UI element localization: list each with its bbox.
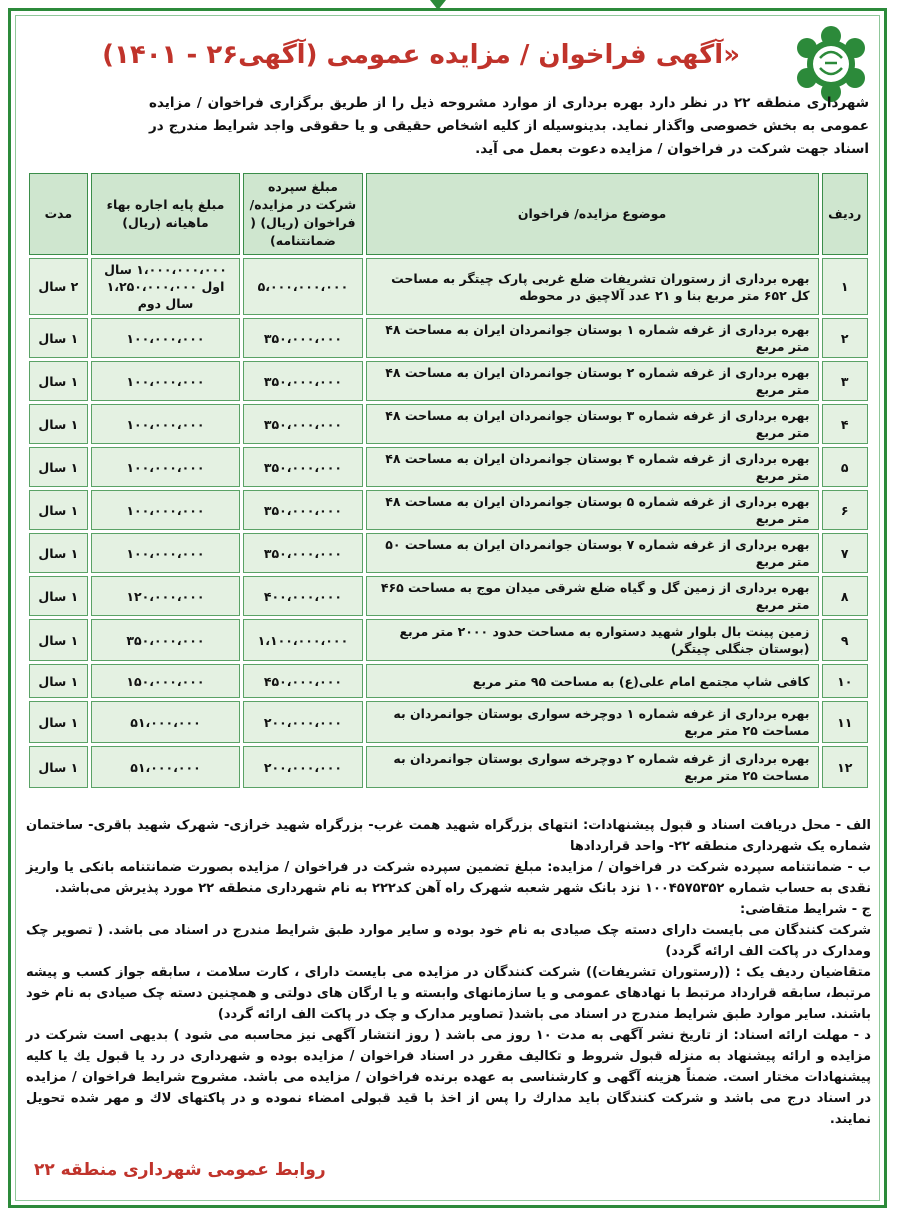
note-c2-text: شرکت کنندگان در مزایده می بایست دارای ، کارت سلامت ، سابقه جواز کسب و پیشه مرتبط، سابقه قرارداد مرتبط با نهادهای عمومی و یا سازمانهای وابسته و یا ارگان های دولتی و همچنین دسته چک صیادی به نام خود باشند. سایر موارد طبق شرایط مندرج در اسناد می باشد( تصاویر مدارک و چک در پاکت الف ارائه گردد) <box>26 965 871 1022</box>
cell-rent: ۱۰۰،۰۰۰،۰۰۰ <box>91 533 241 573</box>
note-c-body <box>26 920 871 962</box>
cell-rent: ۱۵۰،۰۰۰،۰۰۰ <box>91 664 241 698</box>
table-row <box>29 490 868 530</box>
table-row <box>29 746 868 788</box>
cell-deposit: ۳۵۰،۰۰۰،۰۰۰ <box>243 404 362 444</box>
cell-deposit: ۳۵۰،۰۰۰،۰۰۰ <box>243 490 362 530</box>
note-d-label: د - مهلت ارائه اسناد: <box>733 1028 871 1043</box>
table-row <box>29 701 868 743</box>
cell-subject: بهره برداری از غرفه شماره ۲ دوچرخه سواری بوستان جوانمردان به مساحت ۲۵ متر مربع <box>366 746 819 788</box>
table-row <box>29 447 868 487</box>
cell-duration: ۱ سال <box>29 701 88 743</box>
cell-rent: ۱۰۰،۰۰۰،۰۰۰ <box>91 490 241 530</box>
cell-subject: بهره برداری از غرفه شماره ۲ بوستان جوانمردان ایران به مساحت ۴۸ متر مربع <box>366 361 819 401</box>
note-a <box>26 815 871 857</box>
note-c-text: شرکت کنندگان می بایست دارای دسته چک صیادی به نام خود بوده و سایر موارد طبق شرایط مندرج در اسناد می باشد. ( تصویر چک ومدارک در پاکت الف ارائه گردد) <box>26 923 871 959</box>
note-c2 <box>26 962 871 1025</box>
note-d <box>26 1025 871 1130</box>
note-d-text: از تاریخ نشر آگهی به مدت ۱۰ روز می باشد ( روز انتشار آگهی نیز محاسبه می شود ) بدیهی است شرکت در مزایده و ارائه پیشنهاد به منزله قبول شروط و تکالیف مقرر در اسناد فراخوان / مزایده بوده و شهرداری در رد یا قبول یك یا کلیه پیشنهادات مختار است. ضمناً هزینه آگهی و کارشناسی به عهده برنده فراخوان / مزایده می باشد. مشروح شرایط فراخوان / مزایده در اسناد درج می باشد و شرکت کنندگان باید مدارك را پس از اخذ با قید قبولی امضاء نموده و در پاکتهای لاك و مهر شده تحویل نمایند. <box>26 1028 871 1127</box>
header-subject: موضوع مزایده/ فراخوان <box>366 173 819 255</box>
cell-rent: ۱۰۰،۰۰۰،۰۰۰ <box>91 361 241 401</box>
cell-subject: بهره برداری از غرفه شماره ۷ بوستان جوانمردان ایران به مساحت ۵۰ متر مربع <box>366 533 819 573</box>
intro-text: در نظر دارد بهره برداری از موارد مشروحه ذیل را از طریق برگزاری فراخوان / مزایده عمومی به بخش خصوصی واگذار نماید. بدینوسیله از کلیه اشخاص حقیقی و یا حقوقی واجد شرایط مندرج در اسناد جهت شرکت در فراخوان / مزایده دعوت بعمل می آید. <box>149 95 869 157</box>
table-row <box>29 361 868 401</box>
cell-subject: بهره برداری از غرفه شماره ۴ بوستان جوانمردان ایران به مساحت ۴۸ متر مربع <box>366 447 819 487</box>
cell-rent: ۱۰۰،۰۰۰،۰۰۰ <box>91 318 241 358</box>
cell-deposit: ۱،۱۰۰،۰۰۰،۰۰۰ <box>243 619 362 661</box>
cell-deposit: ۵،۰۰۰،۰۰۰،۰۰۰ <box>243 258 362 315</box>
cell-row-no: ۱۱ <box>822 701 869 743</box>
cell-deposit: ۳۵۰،۰۰۰،۰۰۰ <box>243 533 362 573</box>
cell-rent: ۱۰۰،۰۰۰،۰۰۰ <box>91 404 241 444</box>
table-row <box>29 318 868 358</box>
note-c-label: ج - شرایط متقاضی: <box>740 902 871 917</box>
cell-row-no: ۸ <box>822 576 869 616</box>
cell-deposit: ۴۰۰،۰۰۰،۰۰۰ <box>243 576 362 616</box>
cell-duration: ۱ سال <box>29 490 88 530</box>
note-b-text: مبلغ تضمین سپرده شرکت در فراخوان / مزایده بصورت ضمانتنامه بانکی یا واریز نقدی به حساب شماره ۱۰۰۴۵۷۵۳۵۲ نزد بانک شهر شعبه شهرک راه آهن کد۲۲۲ به نام شهرداری منطقه ۲۲ مورد پذیرش می‌باشد. <box>26 860 871 896</box>
notes-section <box>26 815 871 1130</box>
cell-subject: بهره برداری از زمین گل و گیاه ضلع شرقی میدان موج به مساحت ۴۶۵ متر مربع <box>366 576 819 616</box>
intro-org: شهرداری منطقه ۲۲ <box>733 95 870 111</box>
note-a-text: انتهای بزرگراه شهید همت غرب- بزرگراه شهید خرازی- شهرک شهید باقری- ساختمان شماره یک شهرداری منطقه ۲۲- واحد قراردادها <box>26 818 871 854</box>
cell-row-no: ۴ <box>822 404 869 444</box>
cell-subject: بهره برداری از غرفه شماره ۵ بوستان جوانمردان ایران به مساحت ۴۸ متر مربع <box>366 490 819 530</box>
cell-row-no: ۷ <box>822 533 869 573</box>
note-b-label: ب - ضمانتنامه سپرده شرکت در فراخوان / مزایده: <box>547 860 871 875</box>
cell-row-no: ۱ <box>822 258 869 315</box>
cell-subject: بهره برداری از غرفه شماره ۱ دوچرخه سواری بوستان جوانمردان به مساحت ۲۵ متر مربع <box>366 701 819 743</box>
cell-duration: ۱ سال <box>29 619 88 661</box>
cell-rent: ۳۵۰،۰۰۰،۰۰۰ <box>91 619 241 661</box>
cell-deposit: ۳۵۰،۰۰۰،۰۰۰ <box>243 447 362 487</box>
cell-rent: ۵۱،۰۰۰،۰۰۰ <box>91 701 241 743</box>
intro-paragraph <box>149 92 869 161</box>
cell-duration: ۱ سال <box>29 404 88 444</box>
header-deposit: مبلغ سپرده شرکت در مزایده/فراخوان (ریال) ( ضمانتنامه) <box>243 173 362 255</box>
cell-rent: ۱۰۰،۰۰۰،۰۰۰ <box>91 447 241 487</box>
header-duration: مدت <box>29 173 88 255</box>
cell-subject: بهره برداری از غرفه شماره ۱ بوستان جوانمردان ایران به مساحت ۴۸ متر مربع <box>366 318 819 358</box>
cell-duration: ۱ سال <box>29 361 88 401</box>
cell-rent: ۱،۰۰۰،۰۰۰،۰۰۰ سال اول ۱،۲۵۰،۰۰۰،۰۰۰ سال دوم <box>91 258 241 315</box>
cell-subject: زمین پینت بال بلوار شهید دستواره به مساحت حدود ۲۰۰۰ متر مربع (بوستان جنگلی چیتگر) <box>366 619 819 661</box>
cell-duration: ۱ سال <box>29 318 88 358</box>
header-rent: مبلغ پایه اجاره بهاء ماهیانه (ریال) <box>91 173 241 255</box>
table-row <box>29 576 868 616</box>
cell-duration: ۱ سال <box>29 447 88 487</box>
top-marker <box>430 0 446 10</box>
table-row <box>29 664 868 698</box>
table-row <box>29 619 868 661</box>
ad-headline: «آگهی فراخوان / مزایده عمومی (آگهی۲۶ - ۱۴۰۱) <box>102 40 740 70</box>
cell-duration: ۱ سال <box>29 746 88 788</box>
cell-duration: ۲ سال <box>29 258 88 315</box>
cell-row-no: ۶ <box>822 490 869 530</box>
footer-signature: روابط عمومی شهرداری منطقه ۲۲ <box>34 1160 326 1180</box>
cell-duration: ۱ سال <box>29 664 88 698</box>
table-row <box>29 533 868 573</box>
note-c <box>26 899 871 920</box>
cell-subject: بهره برداری از رستوران تشریفات ضلع غربی پارک چیتگر به مساحت کل ۶۵۲ متر مربع بنا و ۲۱ عدد آلاچیق در محوطه <box>366 258 819 315</box>
note-c2-label: متقاضیان ردیف یک : ((رستوران تشریفات)) <box>586 965 871 980</box>
auction-table <box>26 170 871 791</box>
cell-duration: ۱ سال <box>29 576 88 616</box>
cell-row-no: ۳ <box>822 361 869 401</box>
note-a-label: الف - محل دریافت اسناد و قبول پیشنهادات: <box>583 818 871 833</box>
table-body <box>29 258 868 788</box>
cell-row-no: ۱۲ <box>822 746 869 788</box>
cell-deposit: ۲۰۰،۰۰۰،۰۰۰ <box>243 746 362 788</box>
cell-deposit: ۳۵۰،۰۰۰،۰۰۰ <box>243 361 362 401</box>
cell-row-no: ۵ <box>822 447 869 487</box>
cell-subject: بهره برداری از غرفه شماره ۳ بوستان جوانمردان ایران به مساحت ۴۸ متر مربع <box>366 404 819 444</box>
table-header-row <box>29 173 868 255</box>
cell-rent: ۱۲۰،۰۰۰،۰۰۰ <box>91 576 241 616</box>
cell-deposit: ۴۵۰،۰۰۰،۰۰۰ <box>243 664 362 698</box>
header-row-no: ردیف <box>822 173 869 255</box>
cell-rent: ۵۱،۰۰۰،۰۰۰ <box>91 746 241 788</box>
cell-row-no: ۱۰ <box>822 664 869 698</box>
cell-subject: کافی شاپ مجتمع امام علی(ع) به مساحت ۹۵ متر مربع <box>366 664 819 698</box>
cell-row-no: ۲ <box>822 318 869 358</box>
cell-deposit: ۳۵۰،۰۰۰،۰۰۰ <box>243 318 362 358</box>
cell-deposit: ۲۰۰،۰۰۰،۰۰۰ <box>243 701 362 743</box>
cell-duration: ۱ سال <box>29 533 88 573</box>
cell-row-no: ۹ <box>822 619 869 661</box>
table-row <box>29 404 868 444</box>
table-row <box>29 258 868 315</box>
note-b <box>26 857 871 899</box>
